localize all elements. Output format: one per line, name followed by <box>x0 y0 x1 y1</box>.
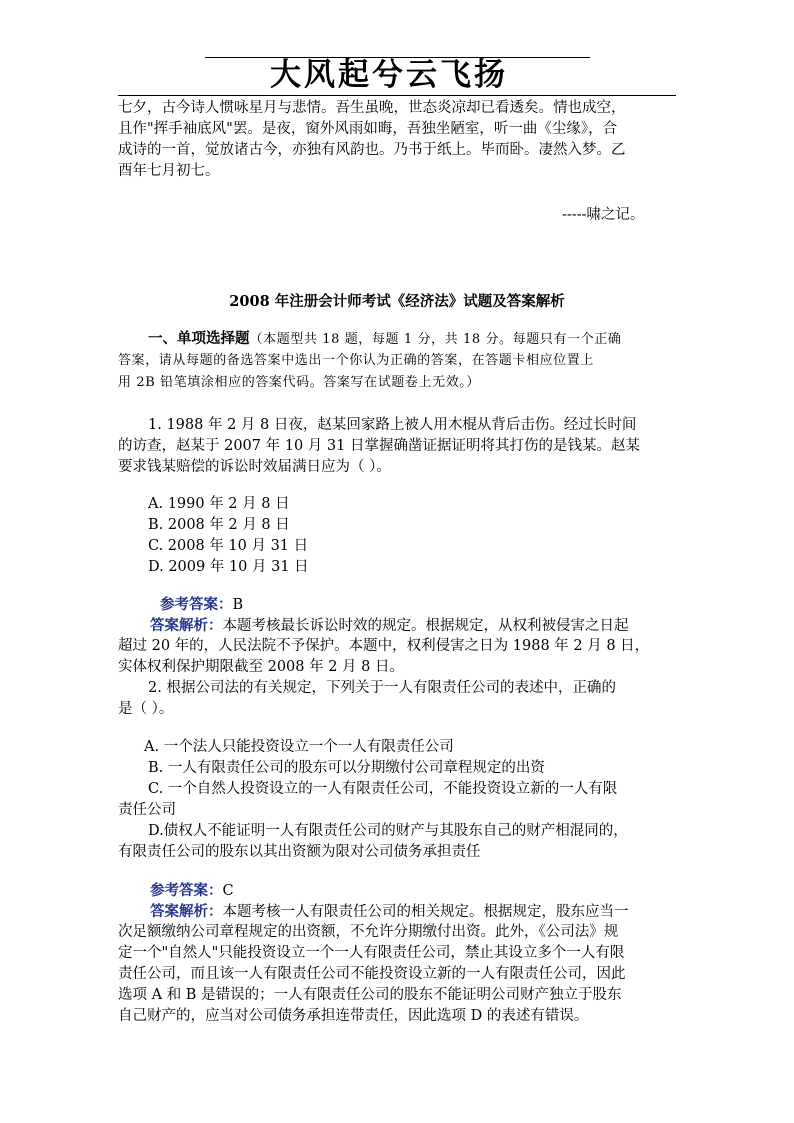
analysis-text: 本题考核最长诉讼时效的规定。根据规定，从权利被侵害之日起 <box>222 618 629 634</box>
section-heading-line <box>148 328 621 350</box>
question-2-analysis-text: 自己财产的，应当对公司债务承担连带责任，因此选项 D 的表述有错误。 <box>118 1008 589 1024</box>
section-note: 答案，请从每题的备选答案中选出一个你认为正确的答案，在答题卡相应位置上 <box>118 353 595 368</box>
question-1-option: B. 2008 年 2 月 8 日 <box>148 517 290 533</box>
question-2-analysis <box>150 901 629 923</box>
preface-line: 酉年七月初七。 <box>118 163 220 179</box>
analysis-label: 答案解析： <box>150 617 223 634</box>
preface-line: 七夕，古今诗人惯咏星月与悲情。吾生虽晚，世态炎凉却已看透矣。情也成空， <box>118 100 626 116</box>
analysis-label: 答案解析： <box>150 903 223 920</box>
header-title: 大风起兮云飞扬 <box>270 57 508 93</box>
question-2-text: 2. 根据公司法的有关规定，下列关于一人有限责任公司的表述中，正确的 <box>148 680 616 696</box>
question-1-text: 1. 1988 年 2 月 8 日夜，赵某回家路上被人用木棍从背后击伤。经过长时间 <box>148 417 637 433</box>
document-title: 2008 年注册会计师考试《经济法》试题及答案解析 <box>229 293 565 310</box>
question-2-analysis-text: 选项 A 和 B 是错误的；一人有限责任公司的股东不能证明公司财产独立于股东 <box>118 987 622 1003</box>
section-note: 用 2B 铅笔填涂相应的答案代码。答案写在试题卷上无效。） <box>118 375 480 390</box>
section-heading: 一、单项选择题 <box>148 330 250 347</box>
question-2-option: B. 一人有限责任公司的股东可以分期缴付公司章程规定的出资 <box>148 760 545 776</box>
preface-line: 且作"挥手袖底风"罢。是夜，窗外风雨如晦，吾独坐陋室，听一曲《尘缘》，合 <box>118 121 618 137</box>
header-rule-bottom <box>118 95 676 96</box>
answer-value: C <box>222 883 234 899</box>
question-1-text: 的访查，赵某于 2007 年 10 月 31 日掌握确凿证据证明将其打伤的是钱某。赵某 <box>118 438 640 454</box>
question-1-answer <box>160 594 243 616</box>
question-1-analysis-text: 超过 20 年的，人民法院不予保护。本题中，权利侵害之日为 1988 年 2 月 8 日， <box>118 638 650 654</box>
question-2-analysis-text: 定一个"自然人"只能投资设立一个一人有限责任公司，禁止其设立多个一人有限 <box>118 945 625 961</box>
question-2-option: A. 一个法人只能投资设立一个一人有限责任公司 <box>144 739 454 755</box>
section-note: （本题型共 18 题，每题 1 分，共 18 分。每题只有一个正确 <box>249 332 622 347</box>
question-2-option: D.债权人不能证明一人有限责任公司的财产与其股东自己的财产相混同的， <box>148 823 628 839</box>
answer-label: 参考答案： <box>150 882 223 899</box>
question-1-text: 要求钱某赔偿的诉讼时效届满日应为（ ）。 <box>118 459 391 475</box>
question-1-analysis <box>150 615 629 637</box>
answer-label: 参考答案： <box>160 596 233 613</box>
question-2-analysis-text: 次足额缴纳公司章程规定的出资额，不允许分期缴付出资。此外，《公司法》规 <box>118 924 619 940</box>
answer-value: B <box>232 597 244 613</box>
question-1-option: A. 1990 年 2 月 8 日 <box>148 496 290 512</box>
analysis-text: 本题考核一人有限责任公司的相关规定。根据规定，股东应当一 <box>222 904 629 920</box>
question-1-analysis-text: 实体权利保护期限截至 2008 年 2 月 8 日。 <box>118 659 405 675</box>
question-2-answer <box>150 880 234 902</box>
question-1-option: D. 2009 年 10 月 31 日 <box>148 559 309 575</box>
question-2-text: 是（ ）。 <box>118 701 174 717</box>
question-2-analysis-text: 责任公司，而且该一人有限责任公司不能投资设立新的一人有限责任公司，因此 <box>118 966 626 982</box>
preface-line: 成诗的一首，觉放诸古今，亦独有风韵也。乃书于纸上。毕而卧。凄然入梦。乙 <box>118 142 626 158</box>
question-2-option: 责任公司 <box>118 802 176 818</box>
question-2-option: 有限责任公司的股东以其出资额为限对公司债务承担责任 <box>118 844 481 860</box>
question-2-option: C. 一个自然人投资设立的一人有限责任公司，不能投资设立新的一人有限 <box>148 781 618 797</box>
preface-signature: -----啸之记。 <box>562 207 645 223</box>
question-1-option: C. 2008 年 10 月 31 日 <box>148 538 309 554</box>
